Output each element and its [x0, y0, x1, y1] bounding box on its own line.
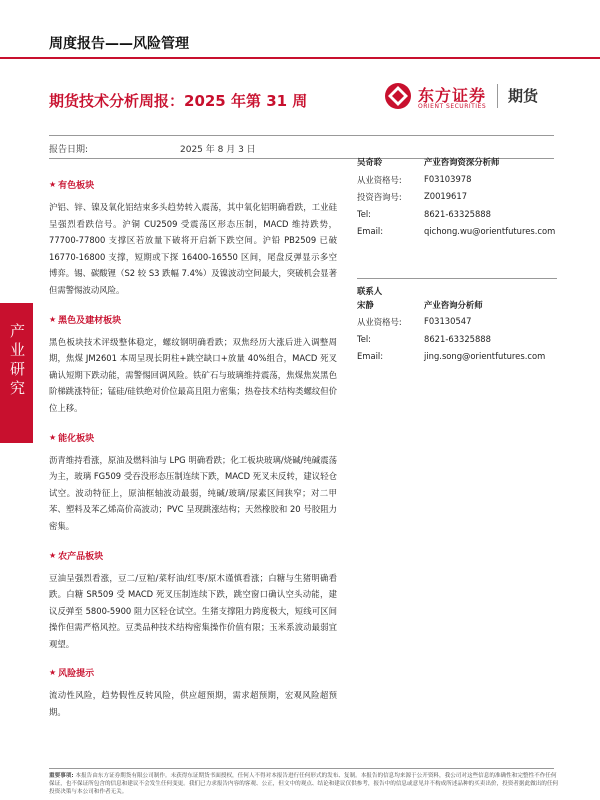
field-label: Email:	[357, 226, 384, 236]
analyst-email-row	[357, 226, 557, 244]
star-icon: ★	[49, 180, 57, 189]
analyst-consult-row	[357, 191, 557, 209]
star-icon: ★	[49, 432, 57, 442]
header-divider	[0, 57, 600, 59]
report-type: 周度报告——风险管理	[49, 36, 189, 52]
analyst-email-link[interactable]: qichong.wu@orientfutures.com	[424, 226, 556, 236]
section-body: 沥青维持看涨，原油及燃料油与 LPG 明确看跌；化工板块玻璃/烧碱/纯碱震荡为主，玻璃 FG509 受吞没形态压制连续下跌，MACD 死叉未反转，建议轻仓试空。波动特征上，原油框轴波动最弱，纯碱/玻璃/尿素区间狭窄；对二甲苯、塑料及苯乙烯高价高波动；PVC 呈现跳涨结构；天然橡胶和 20 号胶阻力密集。	[49, 454, 337, 531]
contact-license-row	[357, 316, 557, 334]
section-heading: 黑色及建材板块	[58, 315, 122, 326]
disclaimer-label: 重要事项:	[49, 773, 74, 779]
analyst-tel-row	[357, 209, 557, 227]
meta-divider-top	[49, 135, 554, 136]
contact-divider	[357, 278, 557, 279]
field-value: F03130547	[424, 316, 472, 326]
section-body: 流动性风险，趋势假性反转风险，供应超预期，需求超预期，宏观风险超预期。	[49, 690, 337, 718]
contact-header	[357, 299, 557, 317]
section-energy-chemical	[49, 431, 337, 535]
contact-email-row	[357, 351, 557, 369]
contact-name: 宋静	[357, 299, 374, 310]
contact-tel-row	[357, 334, 557, 352]
report-date-label: 报告日期:	[49, 145, 89, 155]
orient-logo-icon	[384, 82, 412, 110]
category-label: 产业研究	[8, 323, 26, 399]
field-value: 8621-63325888	[424, 208, 491, 219]
section-body: 黑色板块技术评级整体稳定，螺纹钢明确看跌；双焦经历大涨后进入调整周期，焦煤 JM2601 本周呈现长阴柱+跳空缺口+放量 40%组合，MACD 死叉确认短期下跌动能，需警惕回调风险。铁矿石与玻璃维持震荡，焦煤焦炭黑色阶梯跳涨特征；锰硅/硅铁绝对价位最高且阻力密集；热卷技术结构类螺纹但价位上移。	[49, 336, 337, 413]
section-risk	[49, 666, 337, 720]
disclaimer-text: 本报告由东方证券期货有限公司制作。未获得东证期货书面授权，任何人不得对本报告进行任何形式的发布、复制。本报告的信息均来源于公开资料，我公司对这些信息的准确性和完整性不作任何保证，也不保证所包含的信息和建议不会发生任何变更。我们已力求报告内容的客观、公正，但文中的观点、结论和建议仅供参考，报告中的信息或意见并不构成所述品种的买卖出价，投资者据此做出的任何投资决策与本公司和作者无关。	[49, 773, 559, 795]
disclaimer	[49, 772, 559, 796]
section-heading: 能化板块	[58, 433, 95, 444]
star-icon: ★	[49, 668, 57, 678]
section-body: 豆油呈强烈看涨，豆二/豆粕/菜籽油/红枣/原木谨慎看涨；白糖与生猪明确看跌。白糖 SR509 受 MACD 死叉压制连续下跌，跳空窗口确认空头动能，建议反弹至 5800-5900 阻力区轻仓试空。生猪支撑阻力跨度极大，短线可区间操作但需严格风控。豆类品种技术结构密集操作价值有限；玉米系波动最弱宜观望。	[49, 572, 337, 649]
page-title: 期货技术分析周报：2025 年第 31 周	[49, 92, 308, 110]
logo-separator	[497, 84, 498, 108]
section-nonferrous	[49, 178, 337, 299]
section-agriculture	[49, 549, 337, 653]
field-label: 从业资格号:	[357, 174, 402, 185]
star-icon: ★	[49, 314, 57, 324]
logo-text-en: ORIENT SECURITIES	[418, 103, 487, 110]
analyst-role: 产业咨询资深分析师	[424, 157, 500, 167]
analyst-license-row	[357, 174, 557, 192]
section-heading: 有色板块	[58, 181, 95, 191]
analyst-column	[357, 156, 557, 369]
logo-subtitle: 期货	[508, 87, 539, 105]
field-value: 8621-63325888	[424, 333, 491, 344]
field-label: Tel:	[357, 333, 371, 344]
logo-text-cn: 东方证券	[418, 86, 487, 105]
category-sidebar	[0, 303, 33, 443]
field-value: Z0019617	[424, 191, 468, 201]
field-label: Tel:	[357, 208, 371, 219]
field-label: Email:	[357, 351, 384, 361]
field-label: 投资咨询号:	[357, 192, 402, 202]
contact-email-link[interactable]: jing.song@orientfutures.com	[424, 351, 546, 361]
analyst-header	[357, 156, 557, 174]
contact-role: 产业咨询分析师	[424, 299, 483, 310]
analyst-name: 吴奇聆	[357, 157, 383, 167]
contacts-heading: 联系人	[357, 285, 383, 296]
section-heading: 风险提示	[58, 669, 95, 680]
report-date-value: 2025 年 8 月 3 日	[180, 145, 256, 155]
summary-column	[49, 178, 337, 735]
field-value: F03103978	[424, 173, 472, 184]
section-body: 沪铝、锌、镍及氧化铝结束多头趋势转入震荡，其中氧化铝明确看跌，工业硅呈强烈看跌信号。沪铜 CU2509 受震荡区形态压制，MACD 维持跌势，77700-77800 支撑区若放量下破将开启新下跌空间。沪铅 PB2509 已破 16770-16800 支撑，短期或下探 16400-16550 区间，尾盘反弹显示多空博弈。锡、碳酸锂（S2 较 S3 跌幅 7.4%）及镍波动空间最大，突破机会显著但需警惕波动风险。	[49, 202, 337, 295]
star-icon: ★	[49, 550, 57, 560]
section-ferrous	[49, 313, 337, 417]
section-heading: 农产品板块	[58, 551, 104, 562]
company-logo	[384, 80, 554, 114]
field-label: 从业资格号:	[357, 317, 402, 327]
footer-divider	[49, 768, 554, 769]
